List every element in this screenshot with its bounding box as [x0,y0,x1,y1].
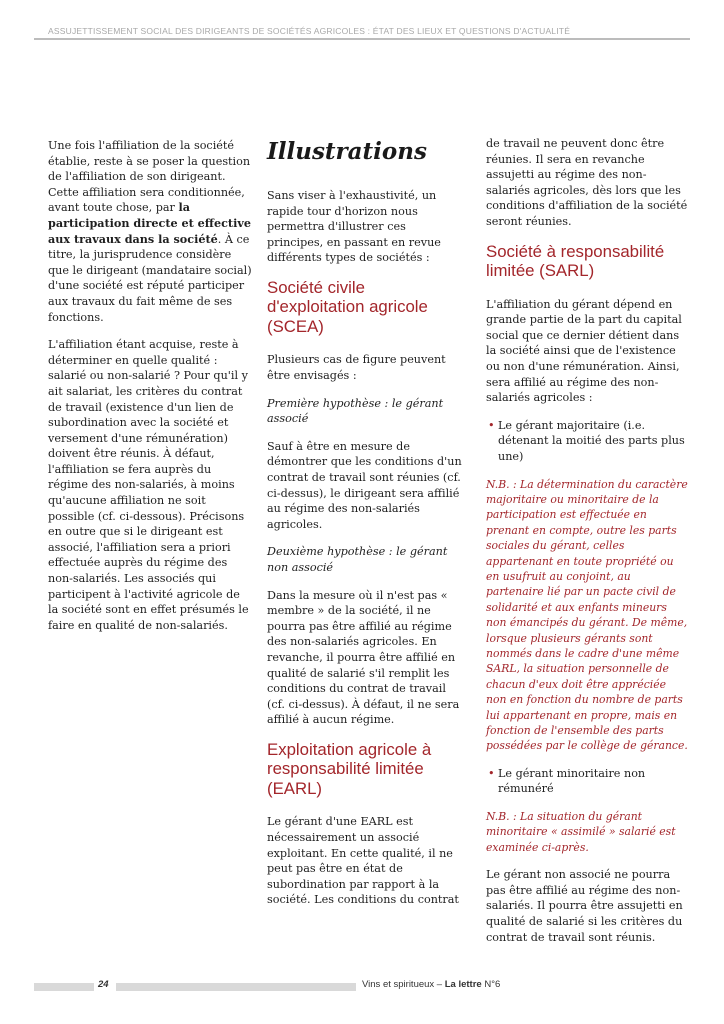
bullet-icon: • [488,766,495,780]
list-item-text: Le gérant majoritaire (i.e. détenant la moitié des parts plus une) [498,418,685,463]
issue-number: N°6 [484,979,501,990]
paragraph-qualite: L'affiliation étant acquise, reste à déterminer en quelle qualité : salarié ou non-salarié ? Pour qu'il y ait salariat, les critères du contrat de travail (existence d'un lien de subordination avec la société et versement d'une rémunération) doivent être réunis. À défaut, l'affiliation se fera auprès du régime des non-salariés, à moins qu'aucune affiliation ne soit possible (cf. ci-dessous). Précisons en outre que si le dirigeant est associé, l'affiliation sera a priori effectuée auprès du régime des non-salariés. Les associés qui participent à l'activité agricole de la société sont en effet présumés le faire en qualité de non-salariés. [48,338,249,632]
hypothesis-1-text: Sauf à être en mesure de démontrer que les conditions d'un contrat de travail sont réunies (cf. ci-dessus), le dirigeant sera affilié au régime des non-salariés agricoles. [267,439,462,531]
closing-paragraph: Le gérant non associé ne pourra pas être affilié au régime des non-salariés. Il pourra être assujetti en qualité de salarié si les critères du contrat de travail sont réunis. [486,868,683,944]
paragraph-affiliation-dirigeant [48,138,253,325]
subheading-scea: Société civile d'exploitation agricole (SCEA) [267,277,428,336]
hypothesis-2-text: Dans la mesure où il n'est pas « membre » de la société, il ne pourra pas être affilié au régime des non-salariés agricoles. En revanche, il pourra être affilié en qualité de salarié s'il remplit les conditions du contrat de travail (cf. ci-dessus). À défaut, il ne sera affilié à aucun régime. [267,588,460,727]
page-number: 24 [98,979,109,990]
earl-paragraph: Le gérant d'une EARL est nécessairement un associé exploitant. En cette qualité, il ne peut pas être en état de subordination par rapport à la société. Les conditions du contrat [267,815,459,907]
hypothesis-1-label: Première hypothèse : le gérant associé [267,396,444,426]
note-majority: N.B. : La détermination du caractère majoritaire ou minoritaire de la participation est effectuée en prenant en compte, outre les parts sociales du gérant, celles appartenant en toute propriété ou en usufruit au conjoint, au partenaire lié par un pacte civil de solidarité et aux enfants mineurs non émancipés du gérant. De même, lorsque plusieurs gérants sont nommés dans le cadre d'une même SARL, la situation personnelle de chacun d'eux doit être appréciée non en fonction du nombre de parts lui appartenant en propre, mais en fonction de l'ensemble des parts possédées par le collège de gérance. [486,477,688,753]
text-span: . À ce titre, la jurisprudence considère que le dirigeant (mandataire social) d'une société est réputé participer aux travaux du fait même de ses fonctions. [48,232,252,324]
publication-name: Vins et spiritueux – [362,979,443,990]
footer-bar-left [34,983,94,991]
text-span: Une fois l'affiliation de la société établie, reste à se poser la question de l'affiliation de son dirigeant. Cette affiliation sera conditionnée, avant toute chose, par [48,139,251,215]
sarl-intro: L'affiliation du gérant dépend en grande partie de la part du capital social que ce dernier détient dans la société ainsi que de l'existence ou non d'une rémunération. Ainsi, sera affilié au régime des non-salariés agricoles : [486,297,682,405]
header-rule [34,38,690,40]
sarl-list-1 [486,418,688,465]
sarl-list-2 [486,766,688,797]
column-left [48,138,253,645]
note-minority: N.B. : La situation du gérant minoritaire « assimilé » salarié est examinée ci-après. [486,810,676,854]
column-middle [267,138,463,920]
list-item-text: Le gérant minoritaire non rémunéré [498,766,646,796]
intro-paragraph: Sans viser à l'exhaustivité, un rapide tour d'horizon nous permettra d'illustrer ces principes, en passant en revue différents types de sociétés : [267,189,441,265]
subheading-earl: Exploitation agricole à responsabilité limitée (EARL) [267,739,432,798]
bold-emphasis: la participation directe et effective aux travaux dans la société [48,200,251,246]
bullet-icon: • [488,418,495,432]
column-right [486,136,688,957]
list-item [486,418,688,465]
publication-footer [362,979,500,990]
publication-title: La lettre [444,979,482,990]
footer-bar-middle [116,983,356,991]
earl-continuation: de travail ne peuvent donc être réunies. Il sera en revanche assujetti au régime des non-salariés agricoles, dès lors que les conditions d'affiliation de la société seront réunies. [486,137,688,228]
section-title: Illustrations [267,138,427,165]
subheading-sarl: Société à responsabilité limitée (SARL) [486,241,665,281]
scea-intro: Plusieurs cas de figure peuvent être envisagés : [267,353,446,383]
running-header: ASSUJETTISSEMENT SOCIAL DES DIRIGEANTS DE SOCIÉTÉS AGRICOLES : ÉTAT DES LIEUX ET QUESTIONS D'ACTUALITÉ [48,26,571,36]
list-item [486,766,688,797]
hypothesis-2-label: Deuxième hypothèse : le gérant non associé [267,545,448,574]
